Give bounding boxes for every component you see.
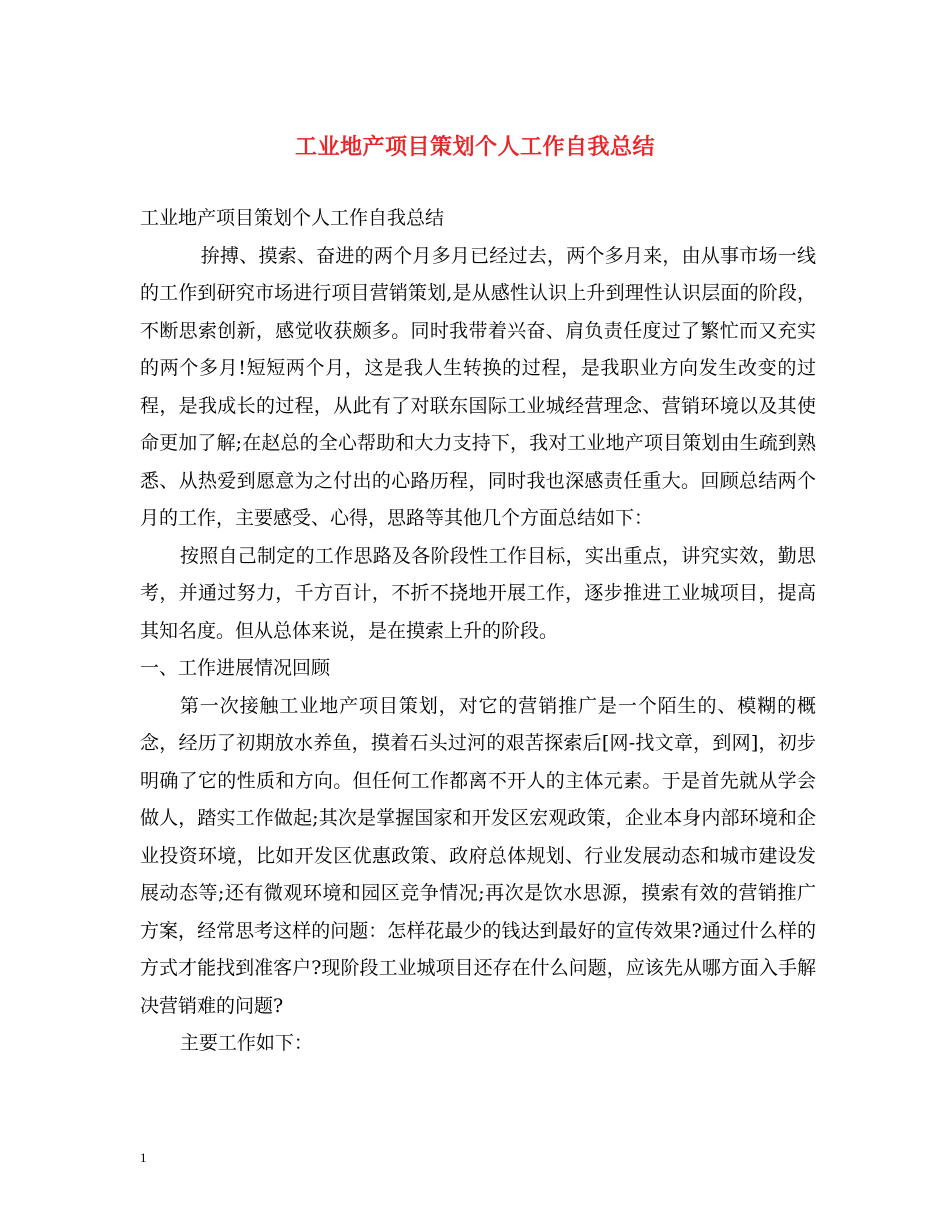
document-body (140, 200, 816, 1063)
body-paragraph: 按照自己制定的工作思路及各阶段性工作目标，实出重点，讲究实效，勤思考，并通过努力，千方百计，不折不挠地开展工作，逐步推进工业城项目，提高其知名度。但从总体来说，是在摸索上升的阶段。 (140, 544, 816, 642)
page-title: 工业地产项目策划个人工作自我总结 (294, 134, 655, 160)
body-paragraph: 拚搏、摸索、奋进的两个月多月已经过去，两个多月来，由从事市场一线的工作到研究市场进行项目营销策划,是从感性认识上升到理性认识层面的阶段，不断思索创新，感觉收获颇多。同时我带着兴奋、肩负责任度过了繁忙而又充实的两个多月!短短两个月，这是我人生转换的过程，是我职业方向发生改变的过程，是我成长的过程，从此有了对联东国际工业城经营理念、营销环境以及其使命更加了解;在赵总的全心帮助和大力支持下，我对工业地产项目策划由生疏到熟悉、从热爱到愿意为之付出的心路历程，同时我也深感责任重大。回顾总结两个月的工作，主要感受、心得，思路等其他几个方面总结如下： (140, 244, 816, 529)
section-heading: 一、工作进展情况回顾 (140, 657, 331, 679)
subtitle-paragraph: 工业地产项目策划个人工作自我总结 (140, 207, 445, 229)
body-paragraph: 主要工作如下： (179, 1032, 313, 1054)
page-number: 1 (140, 1150, 147, 1165)
body-paragraph: 第一次接触工业地产项目策划，对它的营销推广是一个陌生的、模糊的概念，经历了初期放水养鱼，摸着石头过河的艰苦探索后[网-找文章，到网]，初步明确了它的性质和方向。但任何工作都离不开人的主体元素。于是首先就从学会做人，踏实工作做起;其次是掌握国家和开发区宏观政策，企业本身内部环境和企业投资环境，比如开发区优惠政策、政府总体规划、行业发展动态和城市建设发展动态等;还有微观环境和园区竞争情况;再次是饮水思源，摸索有效的营销推广方案，经常思考这样的问题：怎样花最少的钱达到最好的宣传效果?通过什么样的方式才能找到准客户?现阶段工业城项目还存在什么问题，应该先从哪方面入手解决营销难的问题? (140, 694, 816, 1017)
